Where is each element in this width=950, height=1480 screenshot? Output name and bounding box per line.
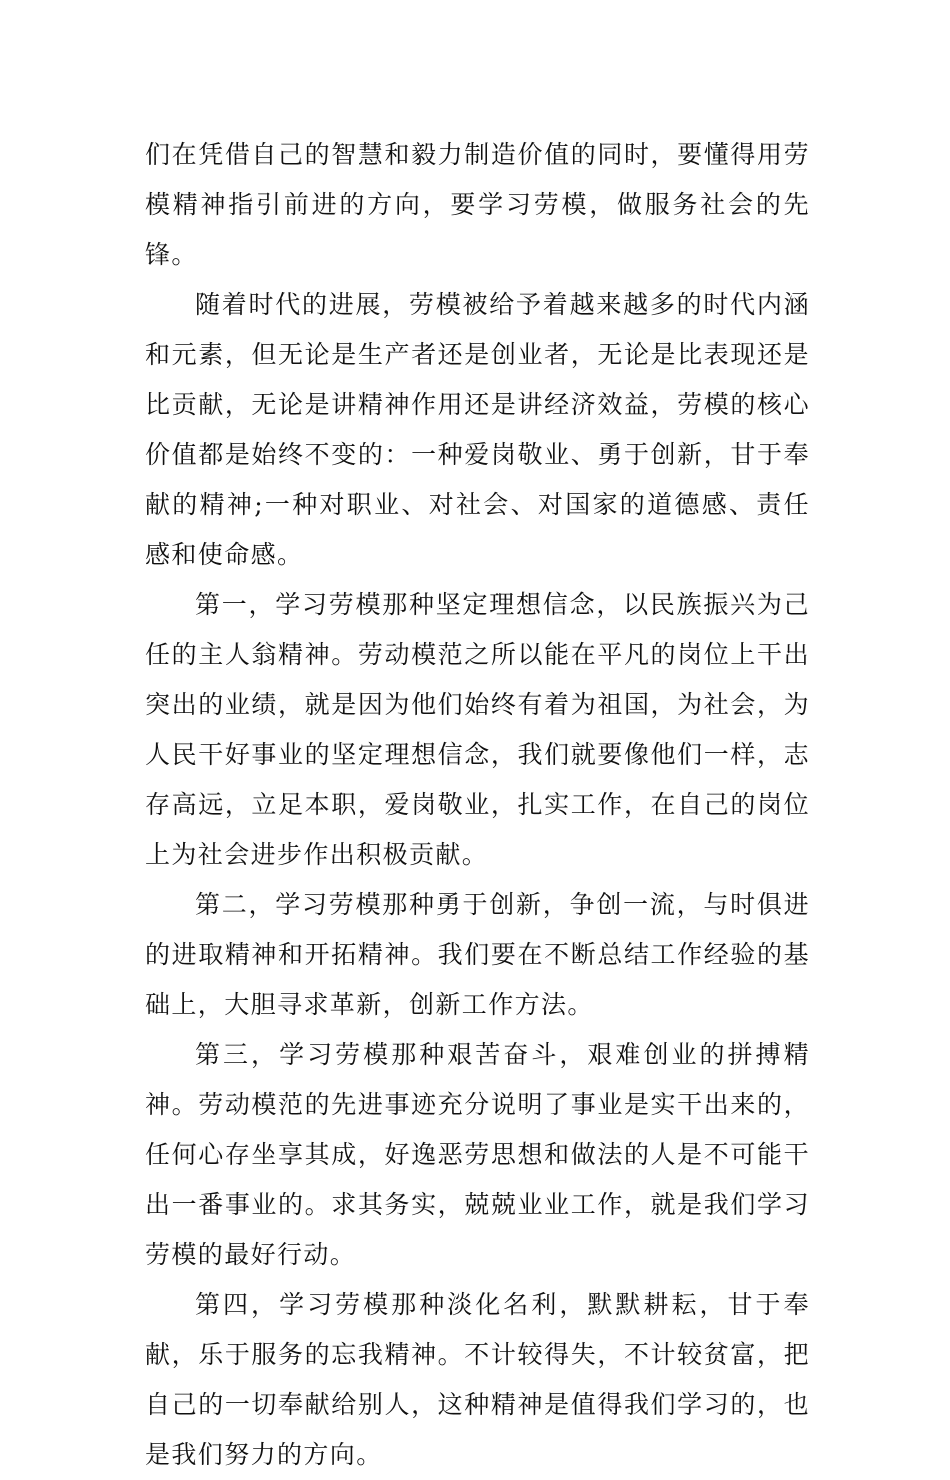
document-body [145, 130, 810, 1480]
paragraph-intro: 随着时代的进展，劳模被给予着越来越多的时代内涵和元素，但无论是生产者还是创业者，无论是比表现还是比贡献，无论是讲精神作用还是讲经济效益，劳模的核心价值都是始终不变的：一种爱岗敬业、勇于创新，甘于奉献的精神;一种对职业、对社会、对国家的道德感、责任感和使命感。 [145, 290, 810, 569]
paragraph-first-point: 第一，学习劳模那种坚定理想信念，以民族振兴为己任的主人翁精神。劳动模范之所以能在平凡的岗位上干出突出的业绩，就是因为他们始终有着为祖国，为社会，为人民干好事业的坚定理想信念，我们就要像他们一样，志存高远，立足本职，爱岗敬业，扎实工作，在自己的岗位上为社会进步作出积极贡献。 [145, 590, 810, 869]
paragraph-third-point: 第三，学习劳模那种艰苦奋斗，艰难创业的拼搏精神。劳动模范的先进事迹充分说明了事业是实干出来的，任何心存坐享其成，好逸恶劳思想和做法的人是不可能干出一番事业的。求其务实，兢兢业业工作，就是我们学习劳模的最好行动。 [145, 1040, 810, 1269]
paragraph-fourth-point: 第四，学习劳模那种淡化名利，默默耕耘，甘于奉献，乐于服务的忘我精神。不计较得失，不计较贫富，把自己的一切奉献给别人，这种精神是值得我们学习的，也是我们努力的方向。 [145, 1290, 810, 1469]
paragraph-continued: 们在凭借自己的智慧和毅力制造价值的同时，要懂得用劳模精神指引前进的方向，要学习劳模，做服务社会的先锋。 [145, 140, 810, 269]
paragraph-second-point: 第二，学习劳模那种勇于创新，争创一流，与时俱进的进取精神和开拓精神。我们要在不断总结工作经验的基础上，大胆寻求革新，创新工作方法。 [145, 890, 810, 1019]
